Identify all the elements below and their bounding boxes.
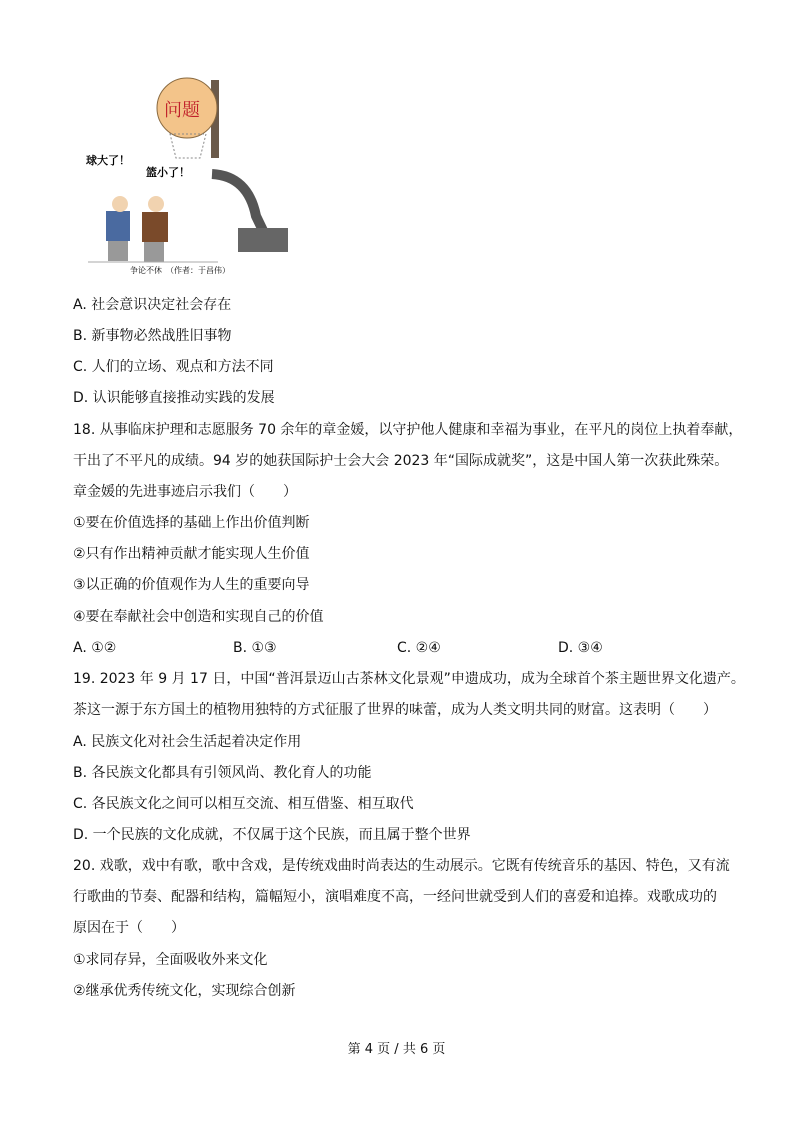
q20-stem-line: 行歌曲的节奏、配器和结构，篇幅短小，演唱难度不高，一经问世就受到人们的喜爱和追捧。戏歌成功的 <box>73 889 717 905</box>
q18-statement: ④要在奉献社会中创造和实现自己的价值 <box>73 609 324 625</box>
cartoon-caption: 争论不休 （作者：于昌伟） <box>130 266 230 275</box>
q17-option-b[interactable]: B. 新事物必然战胜旧事物 <box>73 328 232 344</box>
q20-statement: ①求同存异，全面吸收外来文化 <box>73 952 268 968</box>
q20-statement: ②继承优秀传统文化，实现综合创新 <box>73 983 296 999</box>
q19-option-c[interactable]: C. 各民族文化之间可以相互交流、相互借鉴、相互取代 <box>73 796 414 812</box>
q17-option-a[interactable]: A. 社会意识决定社会存在 <box>73 297 232 313</box>
q18-option-a[interactable]: A. ①② <box>73 640 117 656</box>
q19-stem-line: 茶这一源于东方国土的植物用独特的方式征服了世界的味蕾，成为人类文明共同的财富。这表明（ ） <box>73 702 717 718</box>
q20-stem-line: 20. 戏歌，戏中有歌，歌中含戏，是传统戏曲时尚表达的生动展示。它既有传统音乐的基因、特色，又有流 <box>73 858 730 874</box>
q18-statement: ③以正确的价值观作为人生的重要向导 <box>73 577 310 593</box>
q18-option-c[interactable]: C. ②④ <box>397 640 441 656</box>
q19-option-a[interactable]: A. 民族文化对社会生活起着决定作用 <box>73 734 302 750</box>
q18-statement: ①要在价值选择的基础上作出价值判断 <box>73 515 310 531</box>
q17-option-d[interactable]: D. 认识能够直接推动实践的发展 <box>73 390 275 406</box>
q18-stem-line: 章金媛的先进事迹启示我们（ ） <box>73 484 297 500</box>
q19-option-d[interactable]: D. 一个民族的文化成就，不仅属于这个民族，而且属于整个世界 <box>73 827 471 843</box>
q18-option-d[interactable]: D. ③④ <box>558 640 603 656</box>
speech-left: 球大了！ <box>86 154 130 167</box>
q18-option-b[interactable]: B. ①③ <box>233 640 277 656</box>
page-footer: 第 4 页 / 共 6 页 <box>347 1042 446 1057</box>
cartoon-illustration <box>78 66 290 278</box>
q19-option-b[interactable]: B. 各民族文化都具有引领风尚、教化育人的功能 <box>73 765 372 781</box>
q19-stem-line: 19. 2023 年 9 月 17 日，中国“普洱景迈山古茶林文化景观”申遗成功，成为全球首个茶主题世界文化遗产。 <box>73 671 745 687</box>
ball-text: 问题 <box>164 100 200 121</box>
speech-right: 篮小了！ <box>146 166 190 179</box>
q18-statement: ②只有作出精神贡献才能实现人生价值 <box>73 546 310 562</box>
q17-option-c[interactable]: C. 人们的立场、观点和方法不同 <box>73 359 274 375</box>
q20-stem-line: 原因在于（ ） <box>73 920 185 936</box>
q18-stem-line: 干出了不平凡的成绩。94 岁的她获国际护士会大会 2023 年“国际成就奖”，这是中国人第一次获此殊荣。 <box>73 453 729 469</box>
q18-stem-line: 18. 从事临床护理和志愿服务 70 余年的章金媛，以守护他人健康和幸福为事业，在平凡的岗位上执着奉献， <box>73 422 743 438</box>
